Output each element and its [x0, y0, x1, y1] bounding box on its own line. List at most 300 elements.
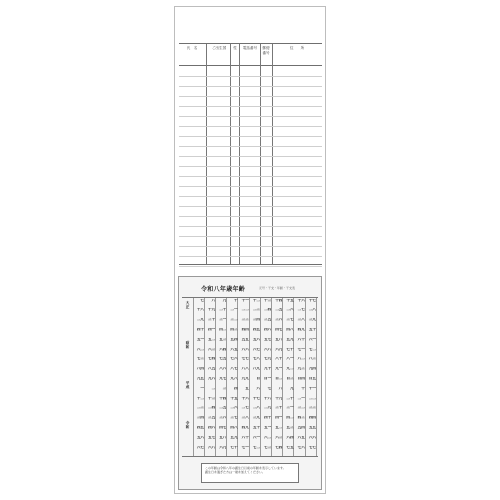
age-cell: [294, 446, 305, 455]
age-value: 三七: [286, 318, 294, 322]
age-value: 六一: [308, 337, 316, 341]
age-value: 五六: [196, 435, 204, 439]
age-cell: [238, 426, 249, 435]
age-value: 七一: [241, 445, 249, 449]
age-cell: [215, 406, 226, 415]
age-cell: [193, 387, 204, 396]
age-cell: [238, 338, 249, 347]
age-value: 四六: [208, 425, 216, 429]
age-cell: [260, 436, 271, 445]
age-cell: [283, 357, 294, 366]
age-cell: [294, 348, 305, 357]
age-cell: [238, 357, 249, 366]
age-value: 十四: [219, 396, 227, 400]
age-cell: [260, 426, 271, 435]
age-value: 十二: [252, 298, 260, 302]
age-cell: [283, 367, 294, 376]
age-value: 五四: [297, 425, 305, 429]
age-cell: [238, 416, 249, 425]
age-cell: [271, 436, 282, 445]
age-cell: [260, 387, 271, 396]
age-value: 十三: [264, 298, 272, 302]
age-value: 五三: [286, 425, 294, 429]
register-divider: [260, 44, 261, 264]
era-label: 令 和: [185, 421, 190, 429]
age-cell: [238, 318, 249, 327]
age-value: 二七: [241, 406, 249, 410]
age-cell: [204, 436, 215, 445]
age-value: 四三: [297, 416, 305, 420]
register-row-line: [179, 236, 322, 237]
age-cell: [283, 387, 294, 396]
age-value: 八九: [252, 367, 260, 371]
note-line: 誕生日を過ぎた方は一歳を加えてください。: [205, 470, 266, 475]
age-value: 六九: [275, 347, 283, 351]
age-cell: [249, 436, 260, 445]
age-value: 三八: [297, 318, 305, 322]
age-value: 七二: [308, 347, 316, 351]
age-value: 六八: [264, 347, 272, 351]
age-cell: [238, 436, 249, 445]
age-cell: [283, 318, 294, 327]
age-cell: [283, 426, 294, 435]
age-cell: [204, 299, 215, 308]
age-value: 四八: [230, 425, 238, 429]
age-cell: [271, 387, 282, 396]
age-value: 十九: [275, 396, 283, 400]
age-cell: [305, 436, 316, 445]
age-value: 三一: [219, 318, 227, 322]
age-value: 八: [211, 298, 216, 302]
age-cell: [227, 397, 238, 406]
age-cell: [193, 357, 204, 366]
age-cell: [204, 367, 215, 376]
age-cell: [204, 318, 215, 327]
age-value: 八四: [196, 367, 204, 371]
age-value: 三九: [308, 318, 316, 322]
age-cell: [294, 299, 305, 308]
age-value: 三八: [241, 416, 249, 420]
age-value: 二九: [264, 406, 272, 410]
age-cell: [193, 416, 204, 425]
age-cell: [215, 436, 226, 445]
age-value: 二四: [264, 308, 272, 312]
age-cell: [249, 367, 260, 376]
age-cell: [294, 367, 305, 376]
era-label: 昭 和: [185, 341, 190, 349]
age-cell: [305, 377, 316, 386]
register-row-line: [179, 186, 322, 187]
age-cell: [204, 377, 215, 386]
age-cell: [204, 416, 215, 425]
age-cell: [305, 338, 316, 347]
register-row-line: [179, 206, 322, 207]
age-value: 四: [234, 386, 238, 390]
age-cell: [204, 338, 215, 347]
age-cell: [193, 377, 204, 386]
age-value: 二一: [230, 308, 238, 312]
age-value: 七六: [230, 357, 238, 361]
age-value: 十五: [230, 396, 238, 400]
age-cell: [249, 397, 260, 406]
age-value: 七九: [264, 357, 272, 361]
age-value: 四一: [275, 416, 283, 420]
age-cell: [260, 367, 271, 376]
age-value: 十六: [241, 396, 249, 400]
age-value: 四二: [286, 416, 294, 420]
age-value: 十: [301, 386, 305, 390]
age-value: 六八: [208, 445, 216, 449]
age-cell: [193, 299, 204, 308]
age-cell: [227, 436, 238, 445]
age-cell: [283, 299, 294, 308]
age-value: 二二: [241, 308, 249, 312]
age-cell: [215, 387, 226, 396]
age-cell: [271, 406, 282, 415]
age-cell: [215, 308, 226, 317]
age-cell: [283, 348, 294, 357]
age-value: 三三: [241, 318, 249, 322]
age-value: 百二: [275, 376, 283, 380]
age-value: 十二: [196, 396, 204, 400]
age-value: 七八: [252, 357, 260, 361]
age-value: 二五: [219, 406, 227, 410]
age-cell: [227, 357, 238, 366]
age-cell: [204, 406, 215, 415]
age-value: 三六: [275, 318, 283, 322]
age-value: 百: [256, 376, 260, 380]
age-cell: [271, 377, 282, 386]
register-divider: [239, 44, 240, 264]
age-value: 四十: [264, 416, 272, 420]
age-value: 六三: [208, 347, 216, 351]
age-cell: [260, 377, 271, 386]
age-value: 七五: [286, 445, 294, 449]
age-cell: [271, 328, 282, 337]
age-value: 五七: [208, 435, 216, 439]
age-value: 一: [200, 386, 204, 390]
age-value: 五五: [308, 425, 316, 429]
age-value: 七三: [196, 357, 204, 361]
age-value: 二六: [286, 308, 294, 312]
age-value: 四十: [196, 327, 204, 331]
age-value: 七四: [208, 357, 216, 361]
age-value: 七一: [297, 347, 305, 351]
age-cell: [227, 446, 238, 455]
age-cell: [249, 357, 260, 366]
age-cell: [227, 318, 238, 327]
age-value: 五九: [286, 337, 294, 341]
age-cell: [249, 426, 260, 435]
age-chart-legend: 元号・干支・年齢・干支表: [259, 286, 296, 290]
age-grid: [182, 297, 318, 457]
age-cell: [227, 348, 238, 357]
age-cell: [238, 299, 249, 308]
age-value: 四九: [297, 327, 305, 331]
age-cell: [271, 308, 282, 317]
age-cell: [249, 406, 260, 415]
age-value: 六二: [264, 435, 272, 439]
register-row-line: [179, 166, 322, 167]
age-value: 九七: [219, 376, 227, 380]
column-birthplace: ご出生国: [211, 46, 227, 50]
age-value: 三十: [275, 406, 283, 410]
age-cell: [193, 338, 204, 347]
age-value: 六五: [297, 435, 305, 439]
age-cell: [193, 348, 204, 357]
age-value: 九十: [264, 367, 272, 371]
age-value: 十一: [308, 386, 316, 390]
age-cell: [204, 328, 215, 337]
age-cell: [305, 318, 316, 327]
age-cell: [283, 416, 294, 425]
age-cell: [260, 357, 271, 366]
age-cell: [294, 338, 305, 347]
age-value: 二三: [196, 406, 204, 410]
age-value: 六四: [219, 347, 227, 351]
register-row-line: [179, 86, 322, 87]
age-value: 五一: [264, 425, 272, 429]
age-value: 三五: [264, 318, 272, 322]
age-value: 七六: [297, 445, 305, 449]
age-value: 二三: [252, 308, 260, 312]
age-value: 百三: [286, 376, 294, 380]
register-header: [179, 44, 322, 66]
age-value: 二: [211, 386, 216, 390]
age-cell: [305, 406, 316, 415]
age-value: 九五: [196, 376, 204, 380]
age-value: 五七: [264, 337, 272, 341]
age-cell: [227, 406, 238, 415]
age-value: 五二: [275, 425, 283, 429]
age-cell: [215, 426, 226, 435]
age-value: 二九: [196, 318, 204, 322]
age-cell: [227, 387, 238, 396]
age-cell: [305, 416, 316, 425]
age-value: 四四: [308, 416, 316, 420]
age-cell: [294, 397, 305, 406]
age-value: 五十: [308, 327, 316, 331]
age-cell: [260, 348, 271, 357]
age-value: 四一: [208, 327, 216, 331]
age-value: 九九: [241, 376, 249, 380]
age-value: 七七: [308, 445, 316, 449]
age-cell: [215, 416, 226, 425]
age-cell: [260, 406, 271, 415]
register-row-line: [179, 136, 322, 137]
age-value: 五十: [252, 425, 260, 429]
age-value: 二二: [308, 396, 316, 400]
register-row-line: [179, 176, 322, 177]
register-row-line: [179, 106, 322, 107]
age-value: 十七: [252, 396, 260, 400]
age-value: 八六: [219, 367, 227, 371]
age-value: 八三: [308, 357, 316, 361]
age-cell: [227, 338, 238, 347]
age-cell: [271, 367, 282, 376]
age-value: 八七: [230, 367, 238, 371]
age-cell: [215, 348, 226, 357]
age-cell: [193, 367, 204, 376]
age-value: 三十: [208, 318, 216, 322]
age-cell: [271, 426, 282, 435]
age-cell: [227, 328, 238, 337]
age-cell: [193, 436, 204, 445]
age-value: 百五: [308, 376, 316, 380]
age-cell: [305, 328, 316, 337]
register-divider: [206, 44, 207, 264]
age-value: 七: [267, 386, 272, 390]
age-cell: [193, 426, 204, 435]
age-value: 六七: [252, 347, 260, 351]
age-cell: [260, 328, 271, 337]
age-cell: [271, 338, 282, 347]
age-chart: [178, 276, 322, 490]
register-row-line: [179, 266, 322, 267]
age-cell: [204, 426, 215, 435]
age-cell: [204, 357, 215, 366]
age-cell: [260, 416, 271, 425]
age-value: 十九: [208, 308, 216, 312]
note-line: この年齢は令和八年の誕生日以前の年齢を表示しています。: [205, 466, 286, 470]
age-value: 八一: [286, 357, 294, 361]
age-cell: [283, 377, 294, 386]
column-postal: 郵便 番号: [262, 46, 270, 55]
age-cell: [271, 416, 282, 425]
age-cell: [238, 328, 249, 337]
age-cell: [215, 446, 226, 455]
age-value: 五三: [219, 337, 227, 341]
age-value: 十一: [241, 298, 249, 302]
age-value: 六十: [297, 337, 305, 341]
register-row-line: [179, 256, 322, 257]
register-row-line: [179, 116, 322, 117]
age-cell: [271, 348, 282, 357]
age-cell: [193, 406, 204, 415]
age-cell: [227, 416, 238, 425]
age-cell: [305, 348, 316, 357]
age-cell: [215, 299, 226, 308]
age-cell: [238, 377, 249, 386]
age-cell: [305, 299, 316, 308]
age-value: 十七: [308, 298, 316, 302]
age-value: 八八: [241, 367, 249, 371]
age-cell: [283, 446, 294, 455]
age-cell: [193, 446, 204, 455]
age-value: 五: [245, 386, 249, 390]
age-value: 六十: [241, 435, 249, 439]
age-value: 七十: [286, 347, 294, 351]
age-value: 九八: [230, 376, 238, 380]
age-value: 五四: [230, 337, 238, 341]
age-value: 四五: [196, 425, 204, 429]
age-cell: [215, 338, 226, 347]
age-value: 六六: [308, 435, 316, 439]
age-value: 九二: [286, 367, 294, 371]
age-cell: [249, 416, 260, 425]
age-value: 七: [200, 298, 204, 302]
age-cell: [260, 308, 271, 317]
age-value: 六三: [275, 435, 283, 439]
register-row-line: [179, 126, 322, 127]
age-value: 三六: [219, 416, 227, 420]
age-cell: [294, 436, 305, 445]
age-cell: [283, 397, 294, 406]
age-cell: [283, 328, 294, 337]
age-value: 二四: [208, 406, 216, 410]
age-value: 二七: [297, 308, 305, 312]
register-row-line: [179, 146, 322, 147]
age-value: 三四: [196, 416, 204, 420]
register-row-line: [179, 156, 322, 157]
age-cell: [283, 406, 294, 415]
age-value: 六九: [219, 445, 227, 449]
age-value: 五五: [241, 337, 249, 341]
age-value: 十三: [208, 396, 216, 400]
age-value: 七十: [230, 445, 238, 449]
age-value: 七四: [275, 445, 283, 449]
age-cell: [305, 367, 316, 376]
age-value: 三四: [252, 318, 260, 322]
age-value: 五二: [208, 337, 216, 341]
age-cell: [238, 348, 249, 357]
age-value: 二十: [219, 308, 227, 312]
age-value: 十五: [286, 298, 294, 302]
age-value: 七五: [219, 357, 227, 361]
register-row-line: [179, 76, 322, 77]
age-value: 六二: [196, 347, 204, 351]
age-cell: [215, 397, 226, 406]
age-cell: [249, 446, 260, 455]
register-row-line: [179, 226, 322, 227]
age-value: 百四: [297, 376, 305, 380]
age-value: 五一: [196, 337, 204, 341]
column-sex: 性: [233, 46, 237, 50]
age-cell: [271, 318, 282, 327]
age-cell: [260, 338, 271, 347]
age-cell: [260, 397, 271, 406]
era-label: 大 正: [185, 301, 190, 309]
age-cell: [271, 357, 282, 366]
age-value: 六: [256, 386, 260, 390]
age-value: 二六: [230, 406, 238, 410]
register-row-line: [179, 246, 322, 247]
age-value: 四三: [230, 327, 238, 331]
age-value: 二一: [297, 396, 305, 400]
age-value: 三三: [308, 406, 316, 410]
age-cell: [294, 406, 305, 415]
era-label: 平 成: [185, 381, 190, 389]
age-value: 二五: [275, 308, 283, 312]
age-cell: [204, 397, 215, 406]
age-value: 十八: [196, 308, 204, 312]
age-value: 二八: [308, 308, 316, 312]
age-value: 五八: [219, 435, 227, 439]
age-cell: [227, 299, 238, 308]
age-cell: [305, 446, 316, 455]
age-cell: [271, 397, 282, 406]
age-value: 八: [278, 386, 283, 390]
age-value: 六一: [252, 435, 260, 439]
age-value: 七二: [252, 445, 260, 449]
age-cell: [271, 299, 282, 308]
register-row-line: [179, 196, 322, 197]
age-cell: [193, 318, 204, 327]
age-value: 五九: [230, 435, 238, 439]
age-value: 三九: [252, 416, 260, 420]
age-cell: [305, 426, 316, 435]
age-cell: [305, 387, 316, 396]
